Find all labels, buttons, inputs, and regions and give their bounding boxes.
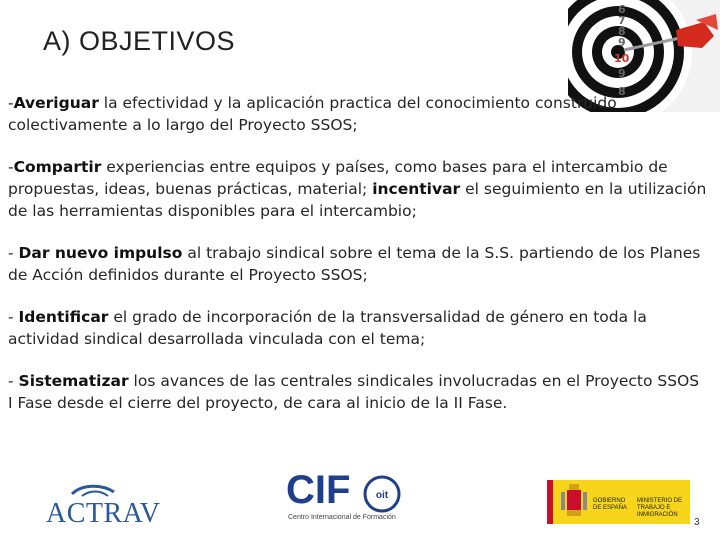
cif-logo: [286, 468, 406, 528]
ministerio-text: MINISTERIO DE TRABAJO E INMIGRACIÓN: [637, 498, 683, 518]
objective-prefix: -: [8, 158, 14, 176]
objective-keyword: Averiguar: [13, 94, 99, 112]
target-number: 7: [618, 14, 626, 27]
objective-text: al trabajo sindical sobre el tema de la S.S. partiendo de los Planes de Acción definidos durante el Proyecto SSOS;: [8, 244, 701, 284]
actrav-logo: [42, 480, 161, 529]
target-number: 8: [618, 25, 626, 38]
page-number: 3: [694, 517, 700, 528]
target-number: 6: [618, 3, 626, 16]
objective-keyword: Dar nuevo impulso: [18, 244, 183, 262]
gobierno-logo: [547, 480, 690, 524]
objective-prefix: -: [8, 94, 14, 112]
cif-subtitle: Centro Internacional de Formación: [288, 514, 396, 521]
objective-text: la efectividad y la aplicación practica del conocimiento construido colectivamente a lo largo del Proyecto SSOS;: [8, 94, 617, 134]
objective-keyword: Identificar: [18, 308, 109, 326]
objective-item: [8, 242, 708, 286]
footer-logos: [0, 468, 720, 532]
gobierno-stripe: [547, 480, 553, 524]
objective-prefix: -: [8, 308, 19, 326]
objective-keyword: Compartir: [13, 158, 102, 176]
objective-keyword: Sistematizar: [18, 372, 129, 390]
target-number: 10: [614, 52, 630, 65]
cif-logo-text: CIF: [286, 468, 351, 512]
objective-item: [8, 370, 708, 414]
objectives-list: [8, 92, 708, 434]
oit-emblem-text: oit: [375, 490, 389, 501]
coat-of-arms-icon: [559, 484, 589, 520]
target-number: 9: [618, 36, 626, 49]
gobierno-text: GOBIERNO DE ESPAÑA: [593, 498, 627, 511]
objective-item: [8, 92, 708, 136]
objective-item: [8, 306, 708, 350]
slide-title: A) OBJETIVOS: [43, 26, 236, 56]
objective-text: el grado de incorporación de la transversalidad de género en toda la actividad sindical desarrollada vinculada con el tema;: [8, 308, 647, 348]
objective-text-secondary: el seguimiento en la utilización de las herramientas disponibles para el intercambio;: [8, 180, 707, 220]
actrav-logo-text: ACTRAV: [46, 498, 161, 529]
target-number: 9: [618, 67, 626, 80]
objective-prefix: -: [8, 372, 19, 390]
objective-prefix: -: [8, 244, 19, 262]
objective-item: [8, 156, 708, 222]
objective-keyword-secondary: incentivar: [372, 180, 461, 198]
objective-text: los avances de las centrales sindicales involucradas en el Proyecto SSOS I Fase desde el cierre del proyecto, de cara al inicio de la II Fase.: [8, 372, 700, 412]
target-number: 8: [618, 85, 626, 98]
objective-text: experiencias entre equipos y países, como bases para el intercambio de propuestas, ideas, buenas prácticas, material;: [8, 158, 668, 198]
oit-emblem-icon: [362, 474, 402, 514]
